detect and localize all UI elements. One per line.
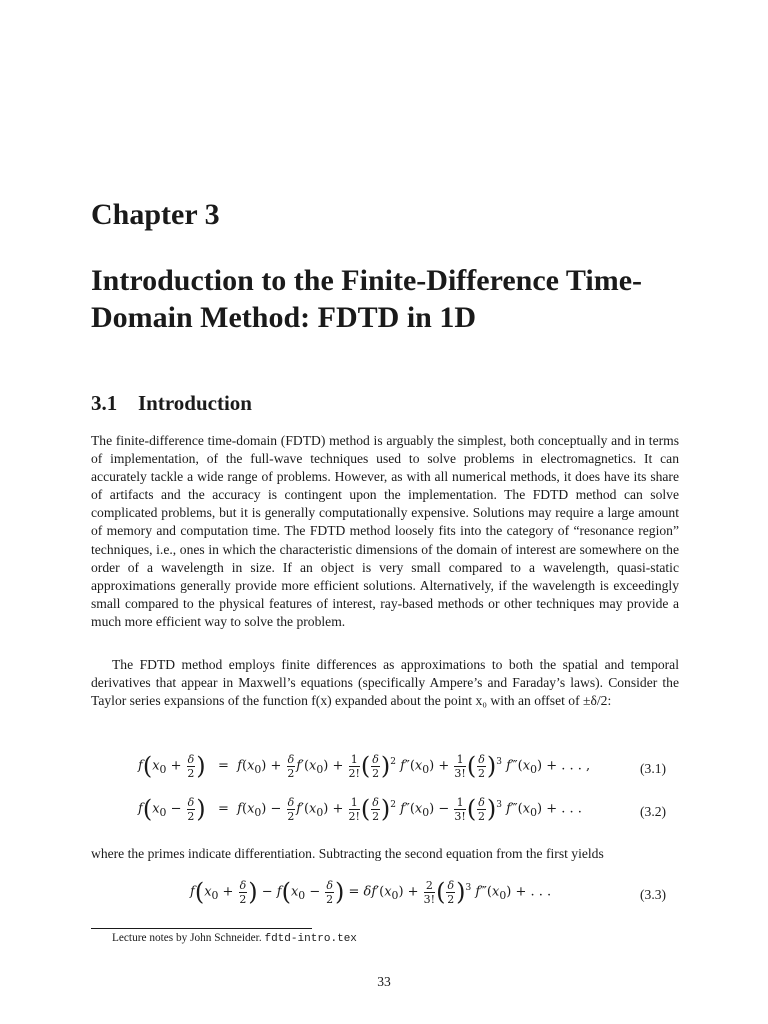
chapter-title: Introduction to the Finite-Difference Time-Domain Method: FDTD in 1D [91,264,643,334]
chapter-label: Chapter 3 [91,198,220,231]
equation-number: (3.3) [640,887,667,902]
section-heading [91,391,252,416]
equation-3-3 [0,878,768,918]
footnote-filename: fdtd-intro.tex [264,933,357,945]
footnote-text: Lecture notes by John Schneider. [112,932,262,944]
section-number: 3.1 [91,391,118,415]
equation-3-3-body: $f(x_0$ + $\frac{\delta}{2}$ ) − $f(x_0$ − $\frac{\delta}{2}$ ) = $\delta f'(x_0)$ + $\frac{2}{3!}$ ( $\frac{\delta}{2}$ )$^3$ $f‴(x_0)$ + . . . [190,878,552,906]
paragraph-intro: The finite-difference time-domain (FDTD) method is arguably the simplest, both conceptually and in terms of implementation, of the full-wave techniques used to solve problems in electromagnetics. It can accurately tackle a wide range of problems. However, as with all numerical methods, it does have its share of artifacts and the accuracy is contingent upon the implementation. The FDTD method can solve complicated problems, but it is generally computationally expensive. Solutions may require a large amount of memory and computation time. The FDTD method loosely fits into the category of “resonance region” techniques, i.e., ones in which the characteristic dimensions of the domain of interest are somewhere on the order of a wavelength in size. If an object is very small compared to a wavelength, quasi-static approximations generally provide more efficient solutions. Alternatively, if the wavelength is exceedingly small compared to the physical features of interest, ray-based methods or other techniques may provide a much more efficient way to solve the problem. [91,433,679,629]
section-title: Introduction [138,391,252,415]
equation-number: (3.2) [640,804,667,819]
equation-3-1 [0,752,768,792]
equation-3-2-body: $f(x_0$ − $\frac{\delta}{2}$ ) = $f(x_0)$ − $\frac{\delta}{2}$ $f'(x_0)$ + $\frac{1}{2!}$ ( $\frac{\delta}{2}$ )$^2$ $f''(x_0)$ − $\frac{1}{3!}$ ( $\frac{\delta}{2}$ )$^3$ $f‴(x_0)$ + . . . [138,795,582,823]
paragraph-primes: where the primes indicate differentiation. Subtracting the second equation from the first yields [91,846,604,861]
equation-number: (3.1) [640,761,667,776]
equation-3-1-body: $f(x_0$ + $\frac{\delta}{2}$ ) = $f(x_0)$ + $\frac{\delta}{2}$ $f'(x_0)$ + $\frac{1}{2!}$ ( $\frac{\delta}{2}$ )$^2$ $f''(x_0)$ + $\frac{1}{3!}$ ( $\frac{\delta}{2}$ )$^3$ $f‴(x_0)$ + . . . , [138,752,591,780]
footnote-divider [91,928,312,929]
footnote [112,932,357,945]
page-number: 33 [377,974,391,989]
paragraph-fdtd: The FDTD method employs finite differences as approximations to both the spatial and temporal derivatives that appear in Maxwell’s equations (specifically Ampere’s and Faraday’s laws). Consider the Taylor series expansions of the function f(x) expanded about the point x₀ with an offset of ±δ/2: [91,657,679,709]
equation-3-2 [0,795,768,835]
